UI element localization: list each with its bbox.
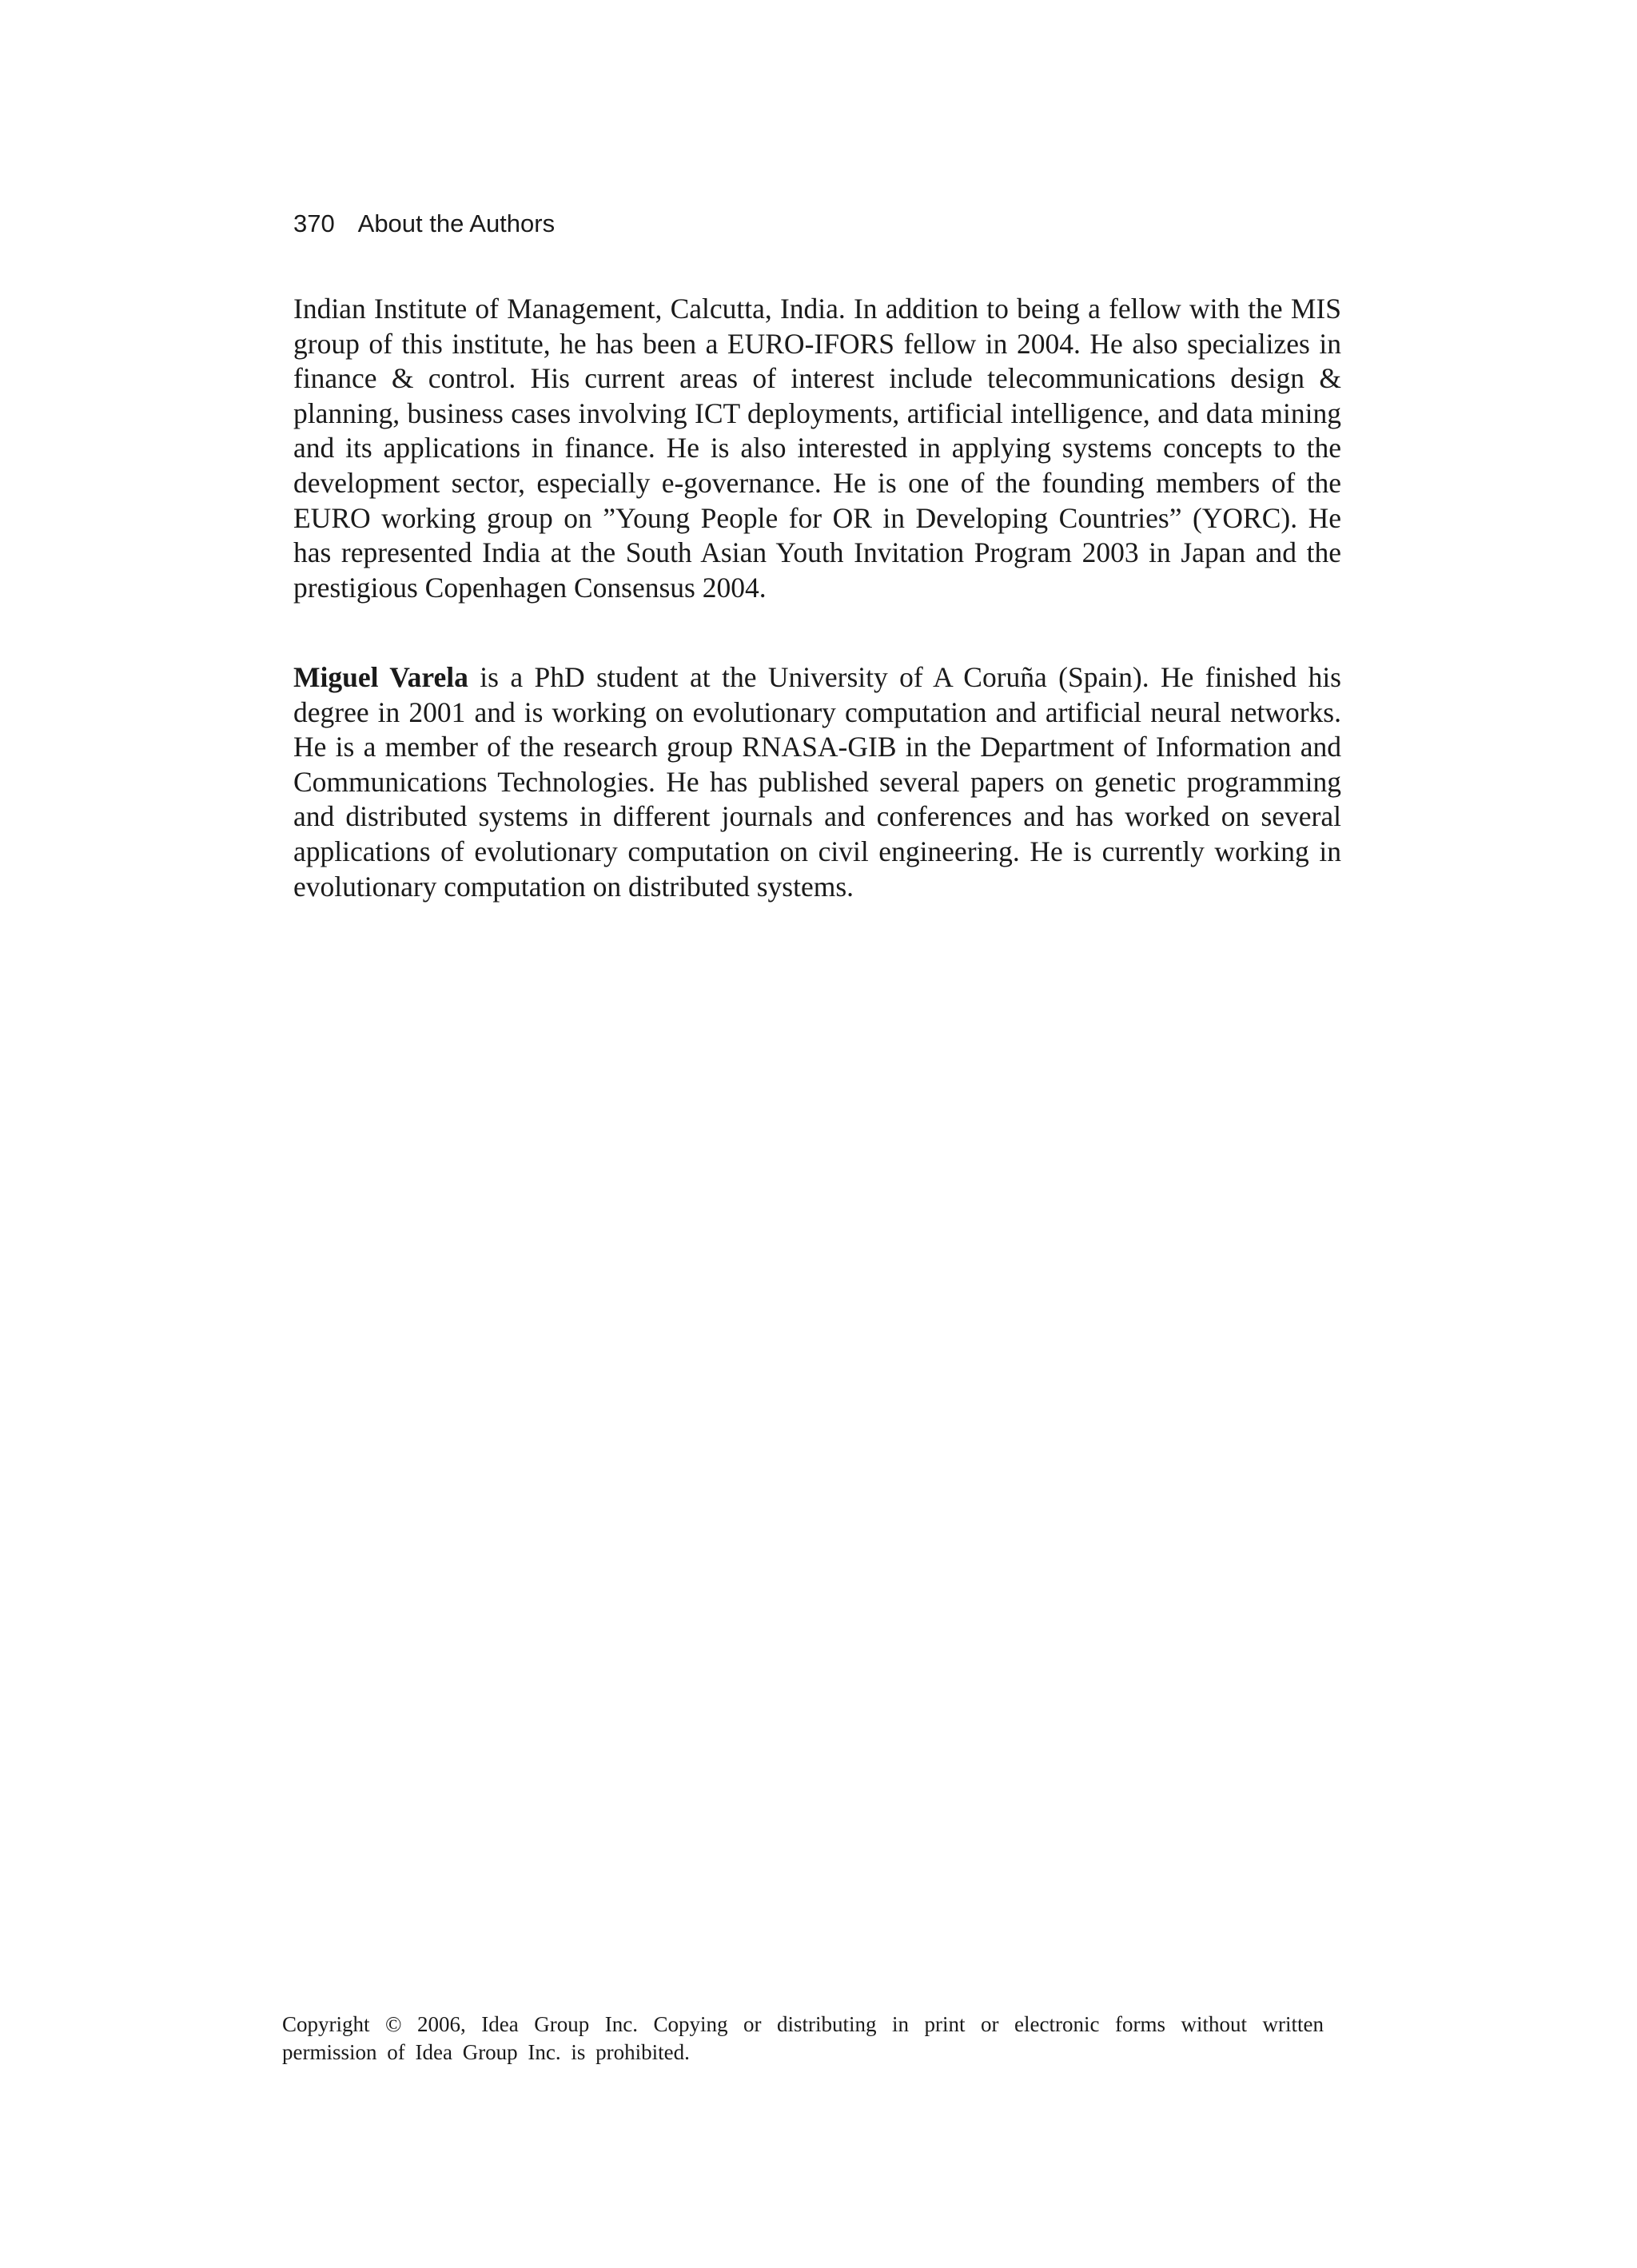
author-name: Miguel Varela xyxy=(293,661,468,693)
running-head xyxy=(293,209,555,238)
author-bio-miguel-varela xyxy=(293,660,1341,904)
section-title: About the Authors xyxy=(357,209,556,237)
author-bio-text: is a PhD student at the University of A Coruña (Spain). He finished his degree in 2001 and is working on evolutionary computation and artificial neural networks. He is a member of the research group RNASA-GIB in the Department of Information and Communications Technologies. He has published several papers on genetic programming and distributed systems in different journals and conferences and has worked on several applications of evolutionary computation on civil engineering. He is currently working in evolutionary computation on distributed systems. xyxy=(293,661,1341,903)
copyright-notice: Copyright © 2006, Idea Group Inc. Copying or distributing in print or electronic forms without written permission of Idea Group Inc. is prohibited. xyxy=(282,2012,1324,2064)
page-number: 370 xyxy=(293,209,335,237)
author-bio-continued: Indian Institute of Management, Calcutta, India. In addition to being a fellow with the MIS group of this institute, he has been a EURO-IFORS fellow in 2004. He also specializes in finance & control. His current areas of interest include telecommunications design & planning, business cases involving ICT deployments, artificial intelligence, and data mining and its applications in finance. He is also interested in applying systems concepts to the development sector, especially e-governance. He is one of the founding members of the EURO working group on ”Young People for OR in Developing Countries” (YORC). He has represented India at the South Asian Youth Invitation Program 2003 in Japan and the prestigious Copenhagen Consensus 2004. xyxy=(293,293,1341,604)
